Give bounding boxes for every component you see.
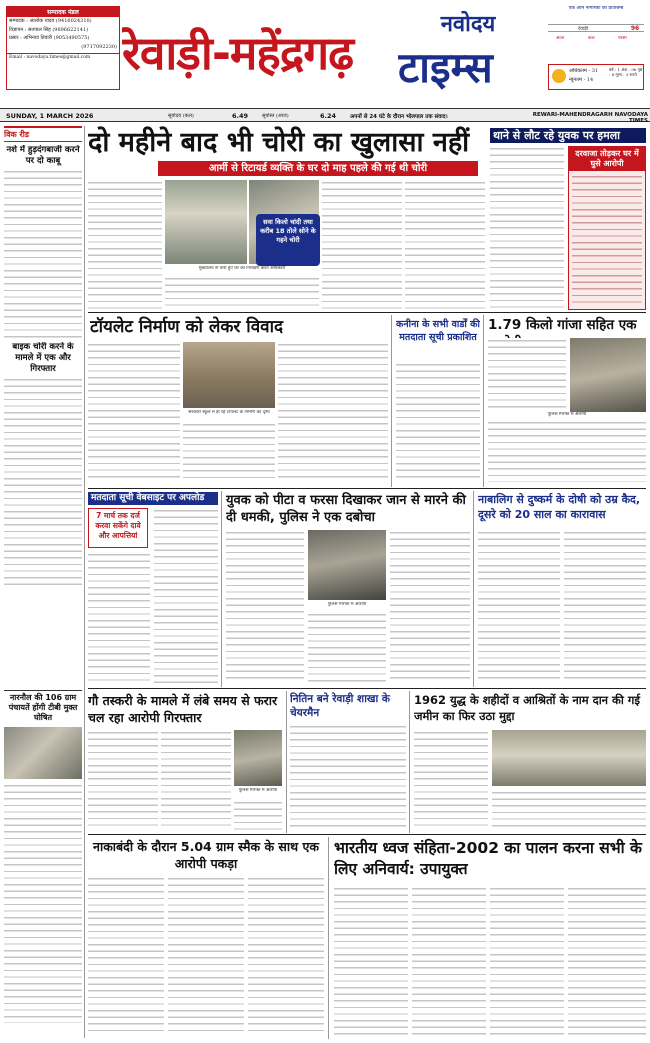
left-story1-title: नशे में हुड़दंगबाजी करने पर दो काबू <box>6 145 80 166</box>
email-line: Email : navodaya.times@gmail.com <box>7 53 119 63</box>
flag-body-3 <box>490 886 564 1036</box>
info-panel <box>548 6 644 90</box>
nitin-body <box>290 724 406 830</box>
left-box-body <box>4 783 82 1023</box>
smack-body-3 <box>248 876 324 1036</box>
staff-title: सम्पादक मंडल <box>7 7 119 17</box>
ganja-caption: पुलिस गिरफ्त में आरोपी <box>547 412 587 417</box>
flag-body-1 <box>334 886 408 1036</box>
h-rule <box>88 312 646 313</box>
flag-headline: भारतीय ध्वज संहिता-2002 का पालन करना सभी के लिए अनिवार्य: उपायुक्त <box>334 839 642 878</box>
lead-photo-caption: मुख्यालय से चोरी हुए घर का निरीक्षण करते अधिकारी <box>198 266 286 271</box>
nitin-headline: नितिन बने रेवाड़ी शाखा के चेयरमैन <box>290 693 390 719</box>
cow-body-1 <box>88 730 158 830</box>
brand-right: टाइम्स <box>398 43 493 92</box>
weather-box <box>548 64 644 90</box>
ganja-body-1 <box>488 338 566 408</box>
brand-left: रेवाड़ी-महेंद्रगढ़ <box>122 26 354 80</box>
v-rule <box>391 315 392 487</box>
toilet-body-2 <box>183 422 275 482</box>
left-column <box>4 126 82 666</box>
v-rule <box>409 691 410 833</box>
staff-line: सम्पादक : आलोक यादव (9416024310) <box>9 18 92 24</box>
voter-list-kicker: 7 मार्च तक दर्ज करवा सकेंगे दावे और आपत्तियां <box>88 508 148 548</box>
section-header <box>4 126 82 142</box>
voter-list-body-2 <box>154 508 218 684</box>
war-body-1 <box>414 730 488 830</box>
edition: REWARI-MAHENDRAGARH NAVODAYA TIMES <box>532 112 648 124</box>
staff-line: (9717092230) <box>81 43 117 50</box>
v-rule <box>221 491 222 687</box>
beat-body-1 <box>226 530 304 684</box>
beat-caption: पुलिस गिरफ्त में आरोपी <box>327 602 367 607</box>
weather-max: अधिकतम - 31 <box>569 68 599 74</box>
cow-caption: पुलिस गिरफ्त में आरोपी <box>238 788 278 793</box>
smack-body-2 <box>168 876 244 1036</box>
v-rule <box>286 691 287 833</box>
cow-body-2 <box>161 730 231 830</box>
sunrise-time: 6.49 <box>232 112 249 120</box>
toilet-body-1 <box>88 342 180 482</box>
column-rule <box>84 126 85 1038</box>
war-photo <box>492 730 646 786</box>
voter-body <box>396 362 480 482</box>
ganja-headline: 1.79 किलो गांजा सहित एक <box>488 317 637 333</box>
flag-body-4 <box>568 886 646 1036</box>
right-top-headline: थाने से लौट रहे युवक पर हमला <box>490 128 646 143</box>
city-bar <box>548 24 644 32</box>
lead-photo <box>165 180 247 264</box>
weather-min: न्यूनतम - 14 <box>569 77 594 83</box>
rape-body-1 <box>478 530 560 684</box>
tagline-right: एक आम नागरिकों का प्रतिबिम्ब <box>568 6 624 11</box>
weather-label-tomorrow: कल <box>588 36 595 41</box>
v-rule <box>473 491 474 687</box>
ganja-photo <box>570 338 646 412</box>
toilet-body-3 <box>278 342 388 482</box>
h-rule <box>88 688 646 689</box>
ganja-body-2 <box>488 420 646 482</box>
sunset-time: 6.24 <box>320 112 337 120</box>
price-tag: 96 <box>630 25 640 32</box>
war-headline: 1962 युद्ध के शहीदों व आश्रितों के नाम दान की गई जमीन का फिर उठा मुद्दा <box>414 693 640 723</box>
h-rule <box>88 488 646 489</box>
rape-body-2 <box>564 530 646 684</box>
left-box <box>4 690 82 1040</box>
paper-note: वर्ष : 1 अंक : 96 पृष्ठ : 8 मूल्य : 3 रुपये <box>609 67 643 77</box>
right-box-headline: दरवाजा तोड़कर घर में घुसे आरोपी <box>569 147 645 171</box>
slogan: अपनों से 24 घंटे के दौरान भोलपाल तक संवाद। <box>350 114 448 120</box>
h-rule <box>88 834 646 835</box>
left-story1-body <box>4 169 82 339</box>
date: SUNDAY, 1 MARCH 2026 <box>6 112 94 120</box>
brand-top: नवोदय <box>440 12 496 37</box>
left-story2-title: बाइक चोरी करने के मामले में एक और गिरफ्तार <box>12 342 74 374</box>
left-story2-body <box>4 377 82 587</box>
section-label: विक रीड <box>4 130 30 139</box>
voter-list-body-1 <box>88 552 150 684</box>
toilet-headline: टॉयलेट निर्माण को लेकर विवाद <box>90 317 284 337</box>
v-rule <box>483 315 484 487</box>
beat-body-3 <box>390 530 470 684</box>
right-top-body <box>490 146 564 310</box>
cow-photo <box>234 730 282 786</box>
sunset-label: सूर्यास्त (आज) <box>262 113 289 119</box>
dateline-bar <box>0 108 650 122</box>
lead-subhead: आर्मी से रिटायर्ड व्यक्ति के घर दो माह पहले की गई थी चोरी <box>158 161 478 176</box>
staff-box <box>6 6 120 90</box>
lead-quote: सवा किलो चांदी तथा करीब 18 तोले सोने के गहने चोरी <box>256 214 320 266</box>
rape-headline: नाबालिग से दुष्कर्म के दोषी को उम्र कैद, दूसरे को 20 साल का कारावास <box>478 493 641 521</box>
smack-body-1 <box>88 876 164 1036</box>
sun-icon <box>552 69 566 83</box>
city-label: रेवाड़ी <box>578 26 589 32</box>
beat-body-2 <box>308 612 386 684</box>
staff-line: प्रसार : अभिनाव तिवारी (9053490575) <box>9 35 90 42</box>
lead-body-col3 <box>322 180 402 310</box>
flag-body-2 <box>412 886 486 1036</box>
beat-headline: युवक को पीटा व फरसा दिखाकर जान से मारने की दी धमकी, पुलिस ने एक दबोचा <box>226 493 466 525</box>
masthead <box>0 0 650 98</box>
war-body-2 <box>492 790 646 830</box>
voter-list-headline: मतदाता सूची वेबसाइट पर अपलोड <box>88 492 218 505</box>
weather-labels <box>548 36 644 43</box>
cow-headline: गौ तस्करी के मामले में लंबे समय से फरार चल रहा आरोपी गिरफ्तार <box>88 693 278 725</box>
lead-body-col1 <box>88 180 162 310</box>
cow-body-3 <box>234 800 282 830</box>
toilet-caption: सरकारी स्कूल में हो रहे टॉयलेट के निर्माण का दृश्य <box>188 410 270 415</box>
lead-body-col4 <box>405 180 485 310</box>
right-box-body <box>572 174 642 304</box>
right-top-box <box>568 146 646 310</box>
v-rule <box>328 837 329 1039</box>
weather-label-today: आज <box>556 36 564 41</box>
toilet-photo <box>183 342 275 408</box>
beat-photo <box>308 530 386 600</box>
voter-headline: कनीना के सभी वार्डों की मतदाता सूची प्रकाशित <box>396 319 480 343</box>
weather-label-dayafter: परसों <box>618 36 627 41</box>
left-box-photo <box>4 727 82 779</box>
lead-headline: दो महीने बाद भी चोरी का खुलासा नहीं <box>88 127 470 158</box>
sunrise-label: सूर्योदय (कल) <box>168 113 194 119</box>
left-box-title: नारनौल की 106 ग्राम पंचायतें होंगी टीबी मुक्त घोषित <box>4 690 82 723</box>
smack-headline: नाकाबंदी के दौरान 5.04 ग्राम स्मैक के साथ एक आरोपी पकड़ा <box>93 839 319 871</box>
lead-body-col2 <box>165 276 319 310</box>
staff-line: विज्ञापन : सतपाल सिंह (9896622141) <box>9 26 89 33</box>
